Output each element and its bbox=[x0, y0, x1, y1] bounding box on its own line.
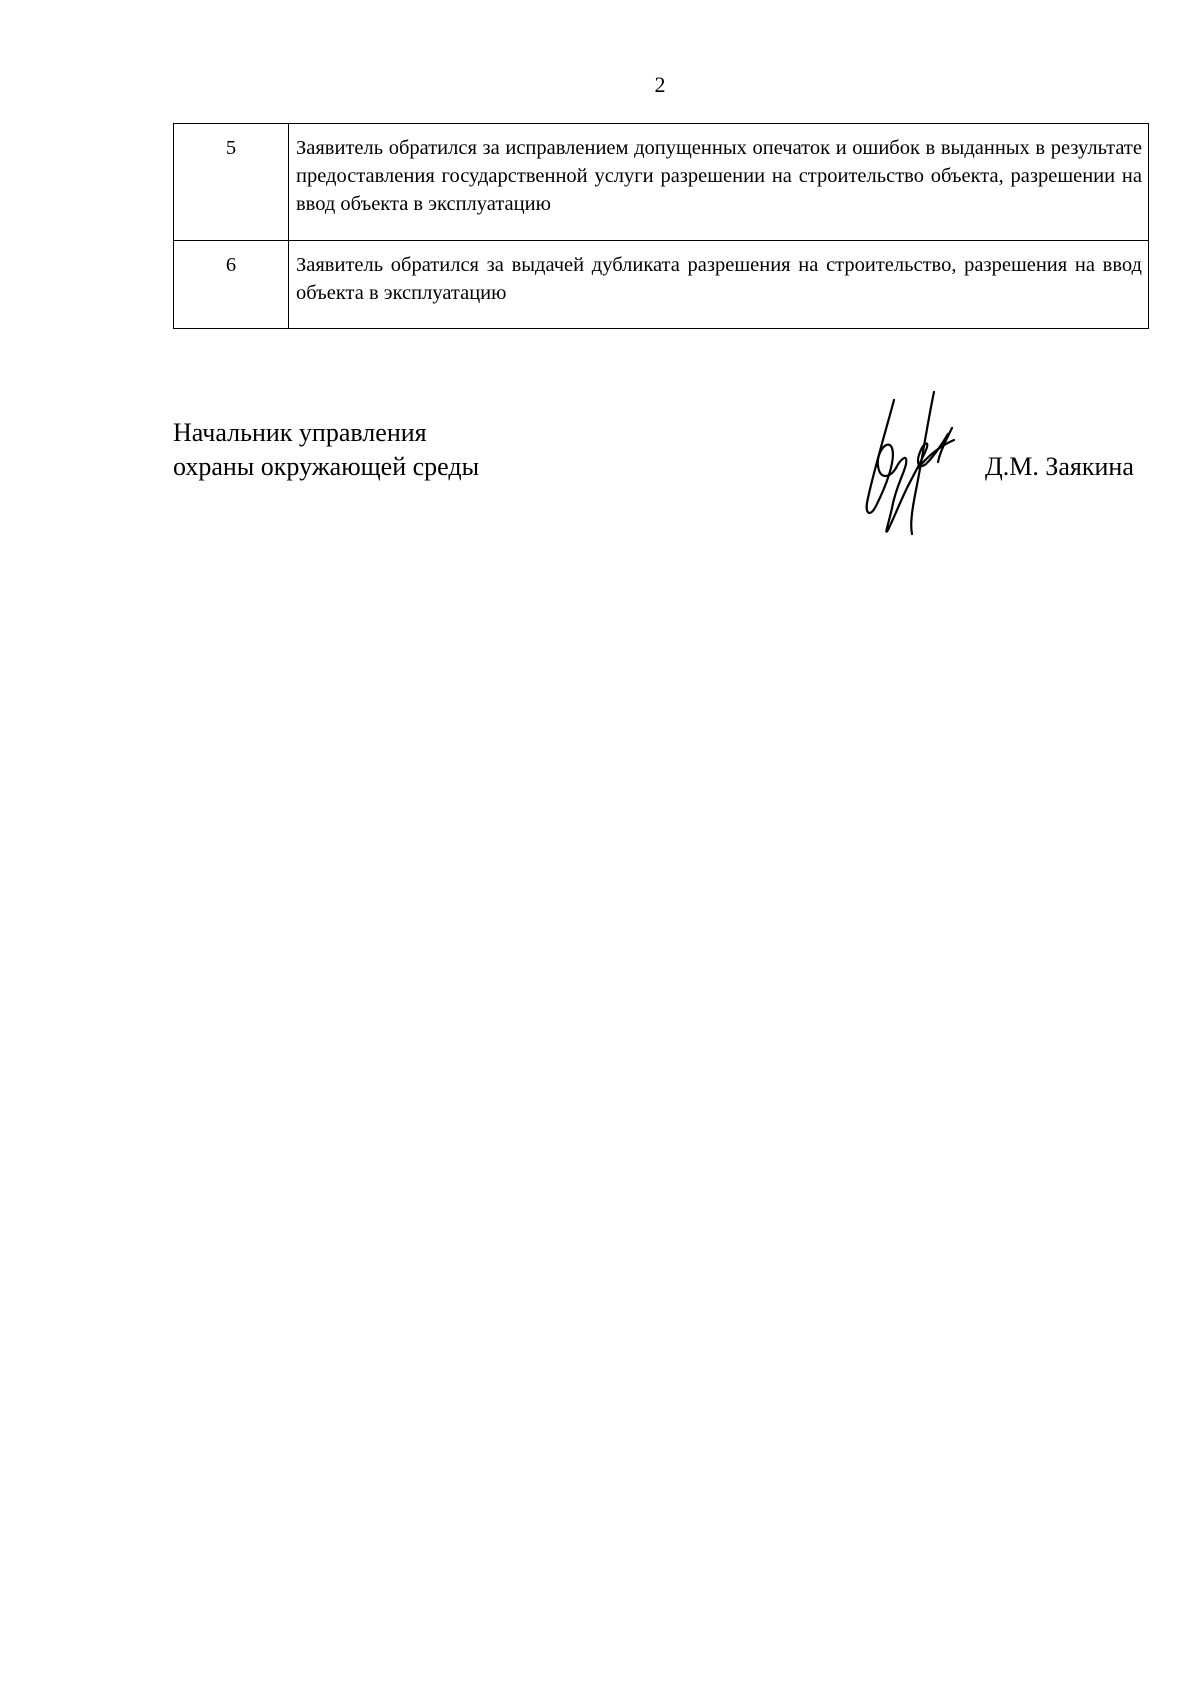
page-number: 2 bbox=[654, 72, 666, 97]
signer-position-line-2: охраны окружающей среды bbox=[173, 452, 480, 481]
table-row bbox=[174, 124, 1149, 241]
signer-position-line-1: Начальник управления bbox=[173, 418, 427, 447]
handwritten-signature bbox=[856, 390, 966, 540]
table-row bbox=[174, 241, 1149, 329]
services-table bbox=[173, 123, 1149, 329]
row-number: 5 bbox=[174, 124, 289, 241]
row-text: Заявитель обратился за выдачей дубликата разрешения на строительство, разрешения на ввод объекта в эксплуатацию bbox=[289, 241, 1149, 329]
signer-position bbox=[173, 416, 479, 484]
signer-name: Д.М. Заякина bbox=[985, 452, 1134, 481]
row-number: 6 bbox=[174, 241, 289, 329]
row-text: Заявитель обратился за исправлением допущенных опечаток и ошибок в выданных в результате предоставления государственной услуги разрешении на строительство объекта, разрешении на ввод объекта в эксплуатацию bbox=[289, 124, 1149, 241]
